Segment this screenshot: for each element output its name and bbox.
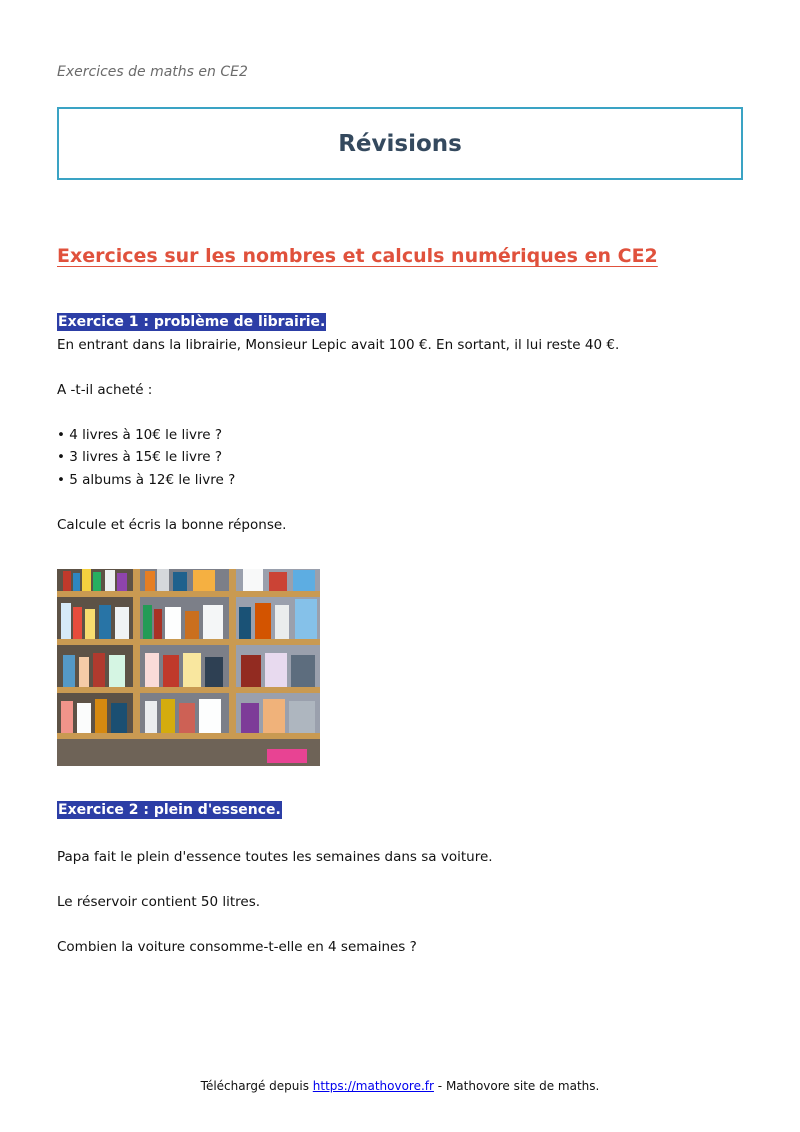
section-title: Exercices sur les nombres et calculs numériques en CE2 (57, 245, 658, 267)
footer-suffix: - Mathovore site de maths. (437, 1079, 600, 1093)
exercise-2-line: Papa fait le plein d'essence toutes les semaines dans sa voiture. (57, 849, 493, 865)
bookshelf-image (57, 569, 320, 766)
exercise-2-line: Le réservoir contient 50 litres. (57, 894, 261, 910)
exercise-1-option: • 3 livres à 15€ le livre ? (57, 449, 222, 465)
exercise-1-option: • 4 livres à 10€ le livre ? (57, 427, 222, 443)
exercise-1-intro: En entrant dans la librairie, Monsieur Lepic avait 100 €. En sortant, il lui reste 40 €. (57, 337, 620, 353)
exercise-1-instruction: Calcule et écris la bonne réponse. (57, 517, 287, 533)
footer-prefix: Téléchargé depuis (200, 1079, 309, 1093)
exercise-2-label: Exercice 2 : plein d'essence. (58, 802, 281, 818)
exercise-2-question: Combien la voiture consomme-t-elle en 4 semaines ? (57, 939, 417, 955)
exercise-1-label: Exercice 1 : problème de librairie. (58, 314, 326, 330)
page-footer (0, 1079, 800, 1093)
exercise-1-option: • 5 albums à 12€ le livre ? (57, 472, 236, 488)
footer-link[interactable]: https://mathovore.fr (312, 1079, 434, 1093)
document-subtitle: Exercices de maths en CE2 (57, 64, 248, 80)
exercise-1-question: A -t-il acheté : (57, 382, 153, 398)
page-title: Révisions (338, 130, 462, 157)
title-box (57, 107, 743, 180)
